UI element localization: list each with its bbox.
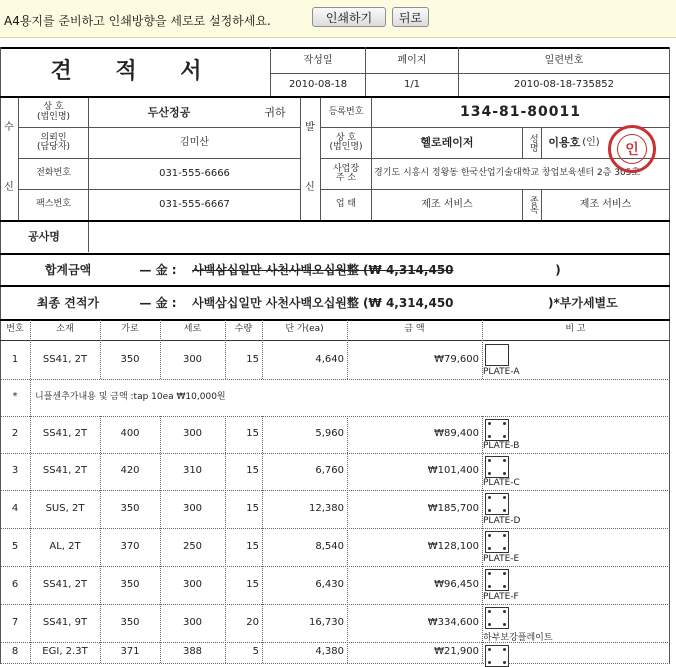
table-cell-material: SS41, 2T xyxy=(42,578,88,590)
plate-hole-icon xyxy=(503,585,506,588)
table-cell-unit: 5,960 xyxy=(315,428,344,440)
plate-hole-icon xyxy=(503,623,506,626)
rep-suffix: (인) xyxy=(582,136,600,148)
recipient-side-label-top: 수 xyxy=(4,121,14,133)
table-cell-no: 7 xyxy=(11,616,19,628)
table-cell-no: 6 xyxy=(11,578,19,590)
plate-hole-icon xyxy=(488,509,491,512)
table-cell-no: 3 xyxy=(11,465,19,477)
plate-hole-icon xyxy=(503,572,506,575)
recipient-honorific: 귀하 xyxy=(264,105,286,119)
table-cell-amount: ₩185,700 xyxy=(427,502,479,514)
final-text: 사백삼십일만 사천사백오십원整 (₩ 4,314,450 xyxy=(192,295,454,310)
table-cell-material: SS41, 9T xyxy=(42,616,88,628)
plate-hole-icon xyxy=(488,435,491,438)
sum-label: 합계금액 xyxy=(44,262,92,277)
recipient-company-label: 상 호 (법인명) xyxy=(36,102,71,122)
plate-hole-icon xyxy=(488,496,491,499)
table-cell-qty: 15 xyxy=(246,465,259,477)
table-cell-unit: 6,430 xyxy=(315,578,344,590)
type-label: 업 태 xyxy=(335,199,357,210)
plate-hole-icon xyxy=(503,509,506,512)
final-close: )*부가세별도 xyxy=(548,295,618,310)
plate-drawing-icon xyxy=(485,456,509,478)
table-cell-w: 370 xyxy=(120,540,140,552)
table-cell-amount: ₩334,600 xyxy=(427,616,479,628)
plate-hole-icon xyxy=(503,534,506,537)
date-value: 2010-08-18 xyxy=(288,78,348,90)
plate-hole-icon xyxy=(488,623,491,626)
plate-hole-icon xyxy=(503,435,506,438)
plate-hole-icon xyxy=(503,610,506,613)
serial-header: 일련번호 xyxy=(544,54,584,66)
plate-hole-icon xyxy=(488,534,491,537)
table-cell-amount: ₩128,100 xyxy=(427,540,479,552)
table-cell-no: 2 xyxy=(11,428,19,440)
table-cell-qty: 5 xyxy=(252,646,259,658)
plate-hole-icon xyxy=(503,422,506,425)
sum-dash: — 金 : xyxy=(139,262,177,277)
serial-value: 2010-08-18-735852 xyxy=(514,78,614,90)
table-cell-h: 300 xyxy=(182,578,203,590)
table-cell-material: AL, 2T xyxy=(49,540,81,552)
address-value: 경기도 시흥시 정왕동 한국산업기술대학교 창업보육센터 2층 305호 xyxy=(374,168,641,179)
date-header: 작성일 xyxy=(303,54,333,66)
rep-label: 성명 xyxy=(527,134,538,152)
reg-no-label: 등록번호 xyxy=(328,106,364,117)
table-cell-w: 420 xyxy=(120,465,140,477)
address-label: 사업장 주 소 xyxy=(332,163,360,183)
table-cell-material: SS41, 2T xyxy=(42,465,88,477)
table-cell-no: 5 xyxy=(11,540,19,552)
plate-hole-icon xyxy=(488,610,491,613)
item-label: 종목 xyxy=(527,196,538,214)
plate-drawing-icon xyxy=(485,493,509,515)
plate-hole-icon xyxy=(503,459,506,462)
table-cell-h: 300 xyxy=(182,502,203,514)
table-cell-unit: 16,730 xyxy=(309,616,344,628)
plate-hole-icon xyxy=(488,459,491,462)
type-value: 제조 서비스 xyxy=(421,198,473,210)
table-cell-qty: 15 xyxy=(246,353,259,365)
table-cell-h: 300 xyxy=(182,353,203,365)
table-cell-unit: 4,380 xyxy=(315,646,344,658)
recipient-side-label-bottom: 신 xyxy=(4,181,14,193)
reg-no-value: 134-81-80011 xyxy=(459,104,582,121)
sender-company-label: 상 호 (법인명) xyxy=(329,132,363,152)
item-value: 제조 서비스 xyxy=(579,198,632,210)
table-header-cell: 가로 xyxy=(121,324,139,335)
table-header-cell: 세로 xyxy=(183,324,202,335)
table-cell-material: SS41, 2T xyxy=(42,428,88,440)
plate-hole-icon xyxy=(488,648,491,651)
phone-value: 031-555-6666 xyxy=(159,167,230,179)
table-cell-qty: 15 xyxy=(246,502,259,514)
plate-hole-icon xyxy=(488,547,491,550)
plate-label: 하부보강플레이트 xyxy=(483,633,553,643)
table-cell-qty: 15 xyxy=(246,578,259,590)
sender-company: 헬로레이저 xyxy=(420,136,474,150)
estimate-document xyxy=(0,47,676,663)
page-value: 1/1 xyxy=(403,78,421,90)
plate-drawing-icon xyxy=(485,645,509,667)
table-header-cell: 금 액 xyxy=(404,324,425,335)
plate-hole-icon xyxy=(503,547,506,550)
table-cell-w: 350 xyxy=(120,616,140,628)
plate-label: PLATE-D xyxy=(483,516,521,526)
table-row-divider xyxy=(0,663,670,664)
fax-value: 031-555-6667 xyxy=(159,198,230,210)
table-cell-unit: 4,640 xyxy=(315,353,344,365)
sender-side-label-top: 발 xyxy=(305,121,315,133)
table-cell-unit: 12,380 xyxy=(309,502,344,514)
table-cell-w: 400 xyxy=(120,428,140,440)
sum-close: ) xyxy=(555,262,561,277)
requester-label: 의뢰인 (담당자) xyxy=(36,132,71,152)
table-cell-amount: ₩79,600 xyxy=(434,353,479,365)
fax-label: 팩스번호 xyxy=(36,199,71,210)
plate-hole-icon xyxy=(503,496,506,499)
plate-label: PLATE-B xyxy=(483,441,520,451)
plate-hole-icon xyxy=(488,572,491,575)
plate-hole-icon xyxy=(488,422,491,425)
document-title: 견 적 서 xyxy=(50,58,220,85)
table-cell-h: 310 xyxy=(182,465,203,477)
table-cell-qty: 20 xyxy=(246,616,259,628)
table-cell-material: SS41, 2T xyxy=(42,353,88,365)
plate-label: PLATE-C xyxy=(483,478,520,488)
final-label: 최종 견적가 xyxy=(36,295,100,310)
table-cell-h: 300 xyxy=(182,616,203,628)
plate-hole-icon xyxy=(503,472,506,475)
print-toolbar xyxy=(0,0,676,38)
plate-label: PLATE-F xyxy=(483,592,519,602)
table-cell-amount: ₩101,400 xyxy=(427,465,479,477)
project-label: 공사명 xyxy=(28,230,60,244)
plate-drawing-icon xyxy=(485,419,509,441)
plate-hole-icon xyxy=(488,472,491,475)
company-seal: 인 xyxy=(608,125,656,173)
plate-drawing-icon xyxy=(485,344,509,366)
table-header-cell: 수량 xyxy=(234,324,253,335)
table-cell-qty: 15 xyxy=(246,428,259,440)
print-button[interactable]: 인쇄하기 xyxy=(312,7,386,27)
table-cell-amount: ₩89,400 xyxy=(434,428,479,440)
plate-hole-icon xyxy=(503,648,506,651)
table-cell-no: 4 xyxy=(11,502,19,514)
table-cell-w: 350 xyxy=(120,353,140,365)
table-cell-amount: ₩96,450 xyxy=(434,578,479,590)
sum-text: 사백삼십일만 사천사백오십원整 (₩ 4,314,450 xyxy=(192,262,454,277)
rep-name: 이용호 xyxy=(548,136,581,150)
table-cell-h: 250 xyxy=(182,540,203,552)
phone-label: 전화번호 xyxy=(36,168,71,179)
table-cell-no: 1 xyxy=(11,353,19,365)
table-cell-w: 350 xyxy=(120,502,140,514)
table-cell-amount: ₩21,900 xyxy=(434,646,479,658)
final-dash: — 金 : xyxy=(139,295,177,310)
plate-drawing-icon xyxy=(485,607,509,629)
requester-name: 김미산 xyxy=(180,136,209,148)
table-header-cell: 비 고 xyxy=(565,324,586,335)
plate-hole-icon xyxy=(488,585,491,588)
table-cell-h: 388 xyxy=(182,646,203,658)
page-header: 페이지 xyxy=(397,54,427,66)
table-cell-unit: 8,540 xyxy=(315,540,344,552)
table-cell-w: 350 xyxy=(120,578,140,590)
table-header-cell: 소재 xyxy=(56,324,74,335)
table-cell-material: EGI, 2.3T xyxy=(42,646,88,658)
table-cell-qty: 15 xyxy=(246,540,259,552)
plate-label: PLATE-E xyxy=(483,554,520,564)
plate-drawing-icon xyxy=(485,531,509,553)
table-header-cell: 번호 xyxy=(6,324,24,335)
recipient-company: 두산정공 xyxy=(147,105,191,119)
print-instruction: A4용지를 준비하고 인쇄방향을 세로로 설정하세요. xyxy=(4,14,271,28)
table-cell-unit: 6,760 xyxy=(315,465,344,477)
sender-side-label-bottom: 신 xyxy=(305,181,315,193)
table-cell-material: SUS, 2T xyxy=(45,502,85,514)
table-cell-h: 300 xyxy=(182,428,203,440)
project-value xyxy=(89,222,669,252)
back-button[interactable]: 뒤로 xyxy=(392,7,429,27)
table-cell-no: * xyxy=(12,391,18,403)
additional-note: 니플센추가내용 및 금액 :tap 10ea ₩10,000원 xyxy=(35,391,226,402)
table-header-cell: 단 가(ea) xyxy=(285,324,324,335)
table-cell-w: 371 xyxy=(120,646,140,658)
table-cell-no: 8 xyxy=(11,646,19,658)
plate-drawing-icon xyxy=(485,569,509,591)
plate-label: PLATE-A xyxy=(483,367,520,377)
